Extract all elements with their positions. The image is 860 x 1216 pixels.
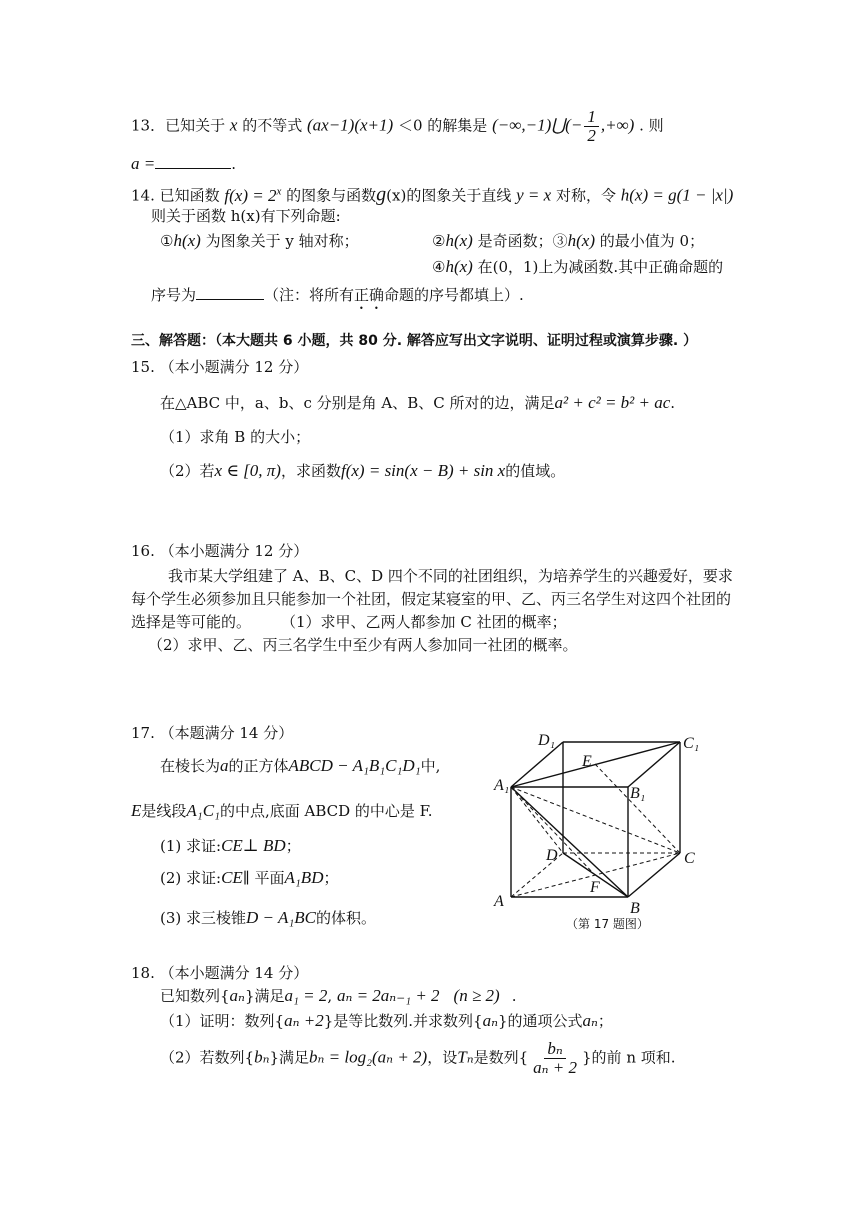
line-A1C — [511, 787, 680, 853]
label-A1: A₁ — [494, 777, 510, 794]
q17-cube-figure — [480, 722, 720, 942]
q14-f-def: $f(x) = 2^x$ — [224, 185, 282, 205]
label-B1: B₁ — [630, 785, 646, 802]
q15-stem: 在△ABC 中，a、b、c 分别是角 A、B、C 所对的边，满足a² + c² = b² + ac. — [160, 393, 676, 412]
q14-g: g — [376, 183, 387, 206]
label-C1: C₁ — [683, 735, 700, 752]
line-EC — [595, 764, 680, 853]
q13-end: . 则 — [639, 116, 664, 135]
q16-header: 16. （本小题满分 12 分） — [131, 542, 309, 560]
q14-answer-line: 序号为 （注：将所有正确命题的序号都填上）. — [151, 283, 524, 313]
q15-equation: a² + c² = b² + ac — [554, 393, 671, 412]
q13-text2: 的解集是 — [427, 116, 488, 135]
q13-a-eq: a = — [131, 154, 156, 173]
q18-fraction: $\frac{\text{bₙ}}{\text{aₙ + 2}}$ — [533, 1039, 578, 1077]
figure-caption: （第 17 题图） — [566, 917, 649, 931]
q18-line1: 已知数列{aₙ}满足a₁ = 2, aₙ = 2aₙ₋₁ + 2 (n ≥ 2) . — [160, 986, 517, 1005]
q13-inequality: (ax−1)(x+1) — [307, 115, 394, 135]
q13-fraction: $\frac{1}{2}$ — [584, 108, 599, 145]
q13-line2: a = . — [131, 154, 237, 173]
q18-part2: （2）若数列{bₙ}满足bₙ = log₂(aₙ + 2)，设Tₙ是数列{ $\frac{\text{bₙ}}{\text{aₙ + 2}}$ }的前 n 项和. — [160, 1039, 676, 1077]
q13-lt: ＜0 — [397, 116, 423, 135]
q14-lead: 14. 已知函数 — [131, 186, 220, 205]
q14-prop4: ④h(x) 在(0，1)上为减函数.其中正确命题的 — [432, 257, 724, 276]
label-B: B — [630, 900, 640, 917]
label-E: E — [582, 753, 592, 770]
q16-line3: 选择是等可能的。 （1）求甲、乙两人都参加 C 社团的概率； — [131, 613, 567, 631]
q14-answer-blank[interactable] — [196, 283, 264, 300]
q16-line4: （2）求甲、乙、丙三名学生中至少有两人参加同一社团的概率。 — [148, 636, 578, 654]
q18-part1: （1）证明：数列{aₙ +2}是等比数列.并求数列{aₙ}的通项公式aₙ； — [160, 1011, 613, 1030]
q13-text: 的不等式 — [242, 116, 303, 135]
q13-answer-blank[interactable] — [155, 152, 231, 169]
q14-h-def: h(x) = g(1 − |x|) — [620, 185, 734, 205]
label-D1: D₁ — [538, 732, 556, 749]
q14-prop1: ①h(x) 为图象关于 y 轴对称； — [160, 231, 359, 250]
q13-set-right: ,+∞) — [600, 115, 635, 135]
q15-header: 15. （本小题满分 12 分） — [131, 358, 309, 376]
q17-line2: E是线段A₁C₁的中点,底面 ABCD 的中心是 F. — [131, 801, 433, 820]
label-F: F — [590, 879, 600, 896]
q15-part1: （1）求角 B 的大小； — [160, 428, 311, 446]
q13-line1 — [131, 108, 664, 145]
q14-line-eq: y = x — [516, 185, 552, 205]
q18-header: 18. （本小题满分 14 分） — [131, 964, 309, 982]
q13-set-left: (−∞,−1)⋃(− — [492, 115, 583, 135]
label-A: A — [494, 893, 504, 910]
q17-line1: 在棱长为a的正方体ABCD − A₁B₁C₁D₁中, — [160, 756, 441, 775]
q17-part1: (1) 求证:CE⊥ BD； — [160, 836, 301, 855]
line-A1D — [511, 787, 563, 853]
q14-line2: 则关于函数 h(x)有下列命题: — [151, 207, 341, 225]
label-D: D — [546, 847, 558, 864]
q14-line1: 14. 已知函数 $f(x) = 2^x$ 的图象与函数g(x)的图象关于直线 y = x 对称，令 h(x) = g(1 − |x|) — [131, 183, 734, 206]
diag-A1B — [511, 787, 628, 897]
label-C: C — [684, 850, 695, 867]
q17-part3: (3) 求三棱锥D − A₁BC的体积。 — [160, 908, 377, 927]
section-3-title: 三、解答题：（本大题共 6 小题，共 80 分. 解答应写出文字说明、证明过程或演算步骤. ） — [131, 333, 698, 349]
q17-part2: (2) 求证:CE∥ 平面A₁BD； — [160, 868, 339, 887]
q14-prop2-3: ②h(x) 是奇函数；③h(x) 的最小值为 0； — [432, 231, 705, 250]
q13-var-x: x — [229, 115, 238, 135]
q16-line1: 我市某大学组建了 A、B、C、D 四个不同的社团组织，为培养学生的兴趣爱好，要求 — [168, 567, 733, 585]
q13-lead: 13．已知关于 — [131, 116, 226, 135]
q17-header: 17. （本题满分 14 分） — [131, 724, 294, 742]
q15-part2: （2）若x ∈ [0, π)，求函数f(x) = sin(x − B) + sin x的值域。 — [160, 461, 566, 480]
q16-line2: 每个学生必须参加且只能参加一个社团，假定某寝室的甲、乙、丙三名学生对这四个社团的 — [131, 590, 732, 608]
